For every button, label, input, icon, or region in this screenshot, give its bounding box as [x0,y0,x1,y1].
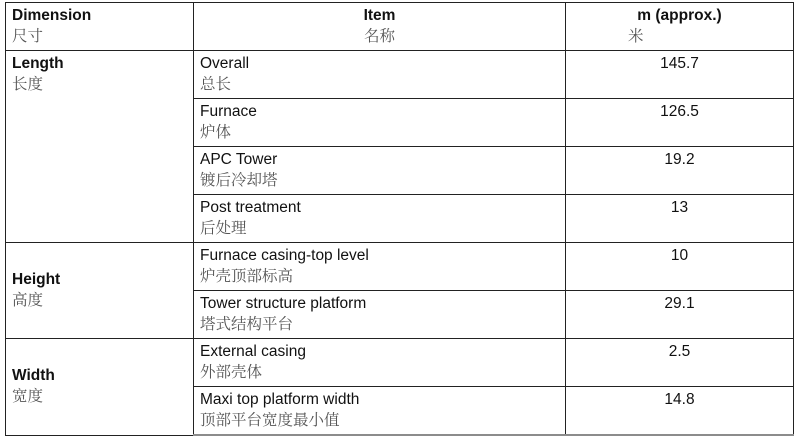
value-cell [566,147,794,195]
value-cell [566,339,794,387]
value-text: 13 [670,199,689,216]
value-cell [566,387,794,436]
value-text: 2.5 [668,343,691,360]
item-cell [194,99,566,147]
dimension-group-height [6,243,194,339]
table-row [6,339,794,387]
value-text: 145.7 [660,55,699,72]
dimension-label-en: Width [12,367,55,385]
item-cell [194,51,566,99]
dimension-label-zh: 长度 [12,76,44,93]
item-label-en: Maxi top platform width [200,391,360,408]
item-label-en: Furnace casing-top level [200,247,369,264]
item-cell [194,387,566,436]
item-cell [194,243,566,291]
item-label-zh: 塔式结构平台 [200,316,294,333]
header-row [6,3,794,51]
item-label-en: Post treatment [200,199,301,216]
header-dimension-zh: 尺寸 [12,28,44,45]
item-label-zh: 外部壳体 [200,364,263,381]
item-label-zh: 顶部平台宽度最小值 [200,412,340,429]
header-dimension-en: Dimension [12,7,92,24]
item-cell [194,147,566,195]
value-cell [566,99,794,147]
value-cell [566,243,794,291]
item-label-en: APC Tower [200,151,278,168]
header-dimension [6,3,194,51]
item-cell [194,291,566,339]
dimension-label-zh: 高度 [12,292,44,309]
dimension-label-en: Length [12,55,64,72]
header-item-en: Item [363,7,396,24]
dimension-label-en: Height [12,271,61,288]
value-text: 126.5 [660,103,699,120]
value-text: 19.2 [664,151,695,168]
dimension-label-zh: 宽度 [12,388,44,406]
header-value-en: m (approx.) [637,7,722,24]
table-row [6,51,794,99]
item-label-en: Overall [200,55,250,72]
header-value-zh: 米 [628,28,644,45]
value-cell [566,195,794,243]
header-item [194,3,566,51]
header-value [566,3,794,51]
item-label-en: Furnace [200,103,257,120]
dimension-group-length [6,51,194,243]
item-label-en: External casing [200,343,306,360]
dimensions-table [5,2,794,436]
item-label-en: Tower structure platform [200,295,367,312]
item-label-zh: 后处理 [200,220,247,237]
value-text: 10 [670,247,689,264]
header-item-zh: 名称 [363,28,395,45]
item-label-zh: 镀后冷却塔 [200,172,278,189]
item-label-zh: 炉壳顶部标高 [200,268,294,285]
item-label-zh: 炉体 [200,124,232,141]
dimension-group-width [6,339,194,436]
value-cell [566,51,794,99]
table-row [6,243,794,291]
value-cell [566,291,794,339]
item-label-zh: 总长 [200,76,232,93]
item-cell [194,339,566,387]
value-text: 29.1 [664,295,695,312]
item-cell [194,195,566,243]
value-text: 14.8 [664,391,695,408]
